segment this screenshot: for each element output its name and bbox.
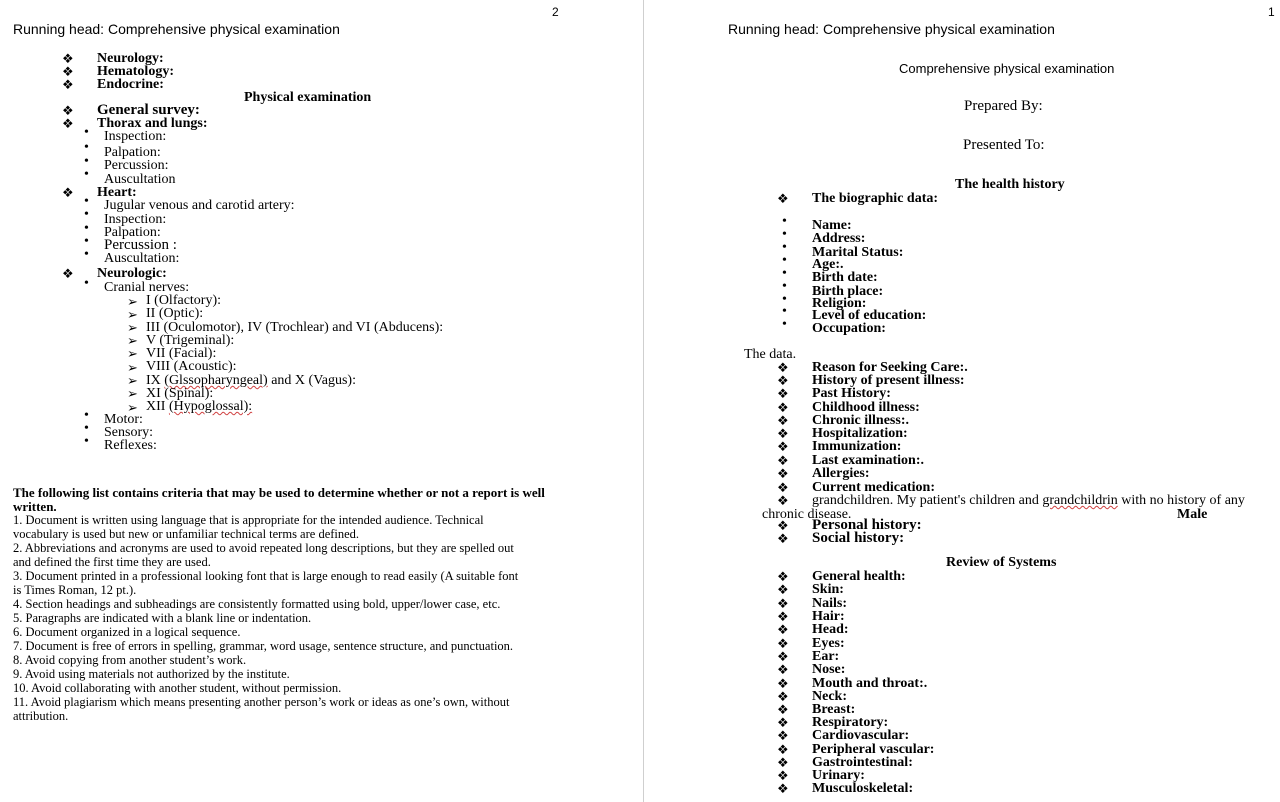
round-bullet-icon: •	[782, 266, 787, 281]
exam-title: Physical examination	[244, 90, 372, 105]
history-item: Personal history:	[812, 517, 922, 533]
section-title: Review of Systems	[946, 555, 1057, 570]
round-bullet-icon: •	[782, 304, 787, 319]
diamond-bullet-icon: ❖	[62, 64, 74, 79]
criteria-line: 7. Document is free of errors in spelling, grammar, word usage, sentence structure, and punctuation.	[13, 639, 514, 653]
arrow-bullet-icon: ➢	[127, 386, 138, 401]
round-bullet-icon: •	[84, 154, 89, 169]
history-item: Allergies:	[812, 466, 870, 481]
diamond-bullet-icon: ❖	[777, 426, 789, 441]
criteria-line: attribution.	[13, 709, 69, 723]
bio-item: Birth place:	[812, 284, 884, 299]
diamond-bullet-icon: ❖	[777, 360, 789, 375]
running-head: Running head: Comprehensive physical examination	[13, 21, 340, 37]
diamond-bullet-icon: ❖	[777, 569, 789, 584]
diamond-bullet-icon: ❖	[777, 453, 789, 468]
review-item: Nails:	[812, 596, 847, 611]
list-item: Inspection:	[104, 212, 167, 227]
list-item: Reflexes:	[104, 438, 157, 453]
cranial-nerve-item: I (Olfactory):	[146, 293, 222, 308]
diamond-bullet-icon: ❖	[777, 781, 789, 796]
history-item: Chronic illness:.	[812, 413, 909, 428]
review-item: Nose:	[812, 662, 846, 677]
diamond-bullet-icon: ❖	[777, 480, 789, 495]
section-heading: Endocrine:	[97, 77, 164, 92]
round-bullet-icon: •	[84, 434, 89, 449]
round-bullet-icon: •	[782, 253, 787, 268]
round-bullet-icon: •	[782, 292, 787, 307]
section-heading: Hematology:	[97, 64, 174, 79]
bio-item: Birth date:	[812, 270, 878, 285]
review-item: Eyes:	[812, 636, 845, 651]
section-heading: Heart:	[97, 185, 137, 200]
diamond-bullet-icon: ❖	[777, 662, 789, 677]
section-heading: Thorax and lungs:	[97, 116, 208, 131]
criteria-line: 5. Paragraphs are indicated with a blank line or indentation.	[13, 611, 312, 625]
list-item: Percussion :	[104, 237, 177, 253]
diamond-bullet-icon: ❖	[777, 676, 789, 691]
review-item: Peripheral vascular:	[812, 742, 935, 757]
list-item: Motor:	[104, 412, 143, 427]
arrow-bullet-icon: ➢	[127, 373, 138, 388]
round-bullet-icon: •	[84, 125, 89, 140]
document-page-1	[644, 0, 1280, 802]
diamond-bullet-icon: ❖	[777, 755, 789, 770]
round-bullet-icon: •	[84, 234, 89, 249]
diamond-bullet-icon: ❖	[777, 689, 789, 704]
history-item: Childhood illness:	[812, 400, 920, 415]
review-item: Gastrointestinal:	[812, 755, 913, 770]
arrow-bullet-icon: ➢	[127, 400, 138, 415]
round-bullet-icon: •	[782, 317, 787, 332]
diamond-bullet-icon: ❖	[777, 742, 789, 757]
bio-item: Level of education:	[812, 308, 927, 323]
diamond-bullet-icon: ❖	[777, 386, 789, 401]
list-item: Jugular venous and carotid artery:	[104, 198, 295, 213]
round-bullet-icon: •	[84, 247, 89, 262]
cranial-nerve-item: V (Trigeminal):	[146, 333, 235, 348]
criteria-heading: The following list contains criteria that may be used to determine whether or not a report is well	[13, 485, 545, 500]
family-history-text: chronic disease.	[762, 507, 852, 522]
review-item: Respiratory:	[812, 715, 889, 730]
section-heading: Neurologic:	[97, 266, 167, 281]
diamond-bullet-icon: ❖	[62, 103, 74, 118]
history-item: Current medication:	[812, 480, 935, 495]
review-item: Ear:	[812, 649, 840, 664]
review-item: Breast:	[812, 702, 856, 717]
diamond-bullet-icon: ❖	[62, 116, 74, 131]
diamond-bullet-icon: ❖	[777, 768, 789, 783]
gender-value: Male	[1177, 507, 1208, 522]
round-bullet-icon: •	[782, 279, 787, 294]
history-item: Immunization:	[812, 439, 902, 454]
round-bullet-icon: •	[84, 167, 89, 182]
cranial-nerve-item: II (Optic):	[146, 306, 204, 321]
diamond-bullet-icon: ❖	[777, 466, 789, 481]
diamond-bullet-icon: ❖	[777, 582, 789, 597]
review-item: Head:	[812, 622, 849, 637]
prepared-by: Prepared By:	[964, 98, 1043, 114]
review-item: Mouth and throat:.	[812, 676, 928, 691]
criteria-line: 10. Avoid collaborating with another student, without permission.	[13, 681, 342, 695]
review-item: Cardiovascular:	[812, 728, 910, 743]
diamond-bullet-icon: ❖	[777, 191, 789, 206]
list-item: Percussion:	[104, 158, 169, 173]
cranial-nerve-item: XII (Hypoglossal):	[146, 399, 253, 414]
round-bullet-icon: •	[84, 140, 89, 155]
criteria-line: 2. Abbreviations and acronyms are used to avoid repeated long descriptions, but they are spelled out	[13, 541, 514, 555]
section-heading: The biographic data:	[812, 191, 939, 206]
cranial-nerve-item: VIII (Acoustic):	[146, 359, 237, 374]
page-number: 2	[552, 5, 559, 19]
bio-item: Marital Status:	[812, 245, 904, 260]
arrow-bullet-icon: ➢	[127, 346, 138, 361]
criteria-line: 11. Avoid plagiarism which means presenting another person’s work or ideas as one’s own, without	[13, 695, 510, 709]
presented-to: Presented To:	[963, 137, 1045, 153]
diamond-bullet-icon: ❖	[777, 649, 789, 664]
round-bullet-icon: •	[84, 276, 89, 291]
arrow-bullet-icon: ➢	[127, 320, 138, 335]
round-bullet-icon: •	[84, 221, 89, 236]
page-number: 1	[1268, 5, 1275, 19]
list-item: Palpation:	[104, 145, 161, 160]
diamond-bullet-icon: ❖	[777, 715, 789, 730]
round-bullet-icon: •	[84, 207, 89, 222]
history-item: Past History:	[812, 386, 891, 401]
cranial-nerve-item: XI (Spinal):	[146, 386, 214, 401]
history-item: History of present illness:	[812, 373, 965, 388]
arrow-bullet-icon: ➢	[127, 307, 138, 322]
arrow-bullet-icon: ➢	[127, 294, 138, 309]
list-item: Palpation:	[104, 225, 161, 240]
list-item: Inspection:	[104, 129, 167, 144]
criteria-line: 9. Avoid using materials not authorized by the institute.	[13, 667, 290, 681]
history-item: Reason for Seeking Care:.	[812, 360, 968, 375]
cranial-nerve-item: III (Oculomotor), IV (Trochlear) and VI (Abducens):	[146, 320, 444, 335]
diamond-bullet-icon: ❖	[777, 439, 789, 454]
arrow-bullet-icon: ➢	[127, 360, 138, 375]
diamond-bullet-icon: ❖	[62, 266, 74, 281]
criteria-line: 8. Avoid copying from another student’s work.	[13, 653, 247, 667]
bio-item: Name:	[812, 218, 852, 233]
list-item: Auscultation:	[104, 251, 180, 266]
bio-item: Occupation:	[812, 321, 886, 336]
diamond-bullet-icon: ❖	[777, 596, 789, 611]
round-bullet-icon: •	[782, 227, 787, 242]
bio-item: Address:	[812, 231, 866, 246]
diamond-bullet-icon: ❖	[777, 413, 789, 428]
list-item: Sensory:	[104, 425, 153, 440]
criteria-line: 3. Document printed in a professional looking font that is large enough to read easily (A suitable font	[13, 569, 519, 583]
list-item: Cranial nerves:	[104, 280, 190, 295]
section-heading: Neurology:	[97, 51, 164, 66]
diamond-bullet-icon: ❖	[777, 400, 789, 415]
section-title: The health history	[955, 177, 1065, 192]
review-item: Urinary:	[812, 768, 865, 783]
diamond-bullet-icon: ❖	[62, 185, 74, 200]
round-bullet-icon: •	[782, 214, 787, 229]
section-heading: General survey:	[97, 102, 200, 118]
bio-item: Age:.	[812, 257, 844, 272]
diamond-bullet-icon: ❖	[777, 518, 789, 533]
criteria-line: is Times Roman, 12 pt.).	[13, 583, 137, 597]
diamond-bullet-icon: ❖	[777, 622, 789, 637]
review-item: Skin:	[812, 582, 844, 597]
round-bullet-icon: •	[84, 421, 89, 436]
criteria-line: 4. Section headings and subheadings are consistently formatted using bold, upper/lower case, etc.	[13, 597, 501, 611]
cranial-nerve-item: VII (Facial):	[146, 346, 217, 361]
diamond-bullet-icon: ❖	[777, 636, 789, 651]
history-item: Hospitalization:	[812, 426, 908, 441]
round-bullet-icon: •	[84, 408, 89, 423]
criteria-line: 1. Document is written using language that is appropriate for the intended audience. Technical	[13, 513, 484, 527]
review-item: Musculoskeletal:	[812, 781, 914, 796]
history-item: Last examination:.	[812, 453, 924, 468]
review-item: Hair:	[812, 609, 845, 624]
diamond-bullet-icon: ❖	[777, 493, 789, 508]
diamond-bullet-icon: ❖	[777, 728, 789, 743]
document-title: Comprehensive physical examination	[899, 61, 1115, 76]
diamond-bullet-icon: ❖	[777, 531, 789, 546]
cranial-nerve-item: IX (Glssopharyngeal) and X (Vagus):	[146, 373, 356, 388]
criteria-heading: written.	[13, 499, 57, 514]
history-item: Social history:	[812, 530, 905, 546]
criteria-line: and defined the first time they are used.	[13, 555, 211, 569]
data-label: The data.	[744, 347, 797, 362]
family-history-text: grandchildren. My patient's children and grandchildrin with no history of any	[812, 493, 1245, 508]
running-head: Running head: Comprehensive physical examination	[728, 21, 1055, 37]
criteria-line: vocabulary is used but new or unfamiliar technical terms are defined.	[13, 527, 360, 541]
diamond-bullet-icon: ❖	[62, 51, 74, 66]
criteria-line: 6. Document organized in a logical sequence.	[13, 625, 241, 639]
diamond-bullet-icon: ❖	[777, 609, 789, 624]
diamond-bullet-icon: ❖	[777, 373, 789, 388]
diamond-bullet-icon: ❖	[62, 77, 74, 92]
round-bullet-icon: •	[84, 194, 89, 209]
review-item: General health:	[812, 569, 906, 584]
review-item: Neck:	[812, 689, 847, 704]
list-item: Auscultation	[104, 172, 176, 187]
bio-item: Religion:	[812, 296, 867, 311]
arrow-bullet-icon: ➢	[127, 333, 138, 348]
diamond-bullet-icon: ❖	[777, 702, 789, 717]
round-bullet-icon: •	[782, 240, 787, 255]
